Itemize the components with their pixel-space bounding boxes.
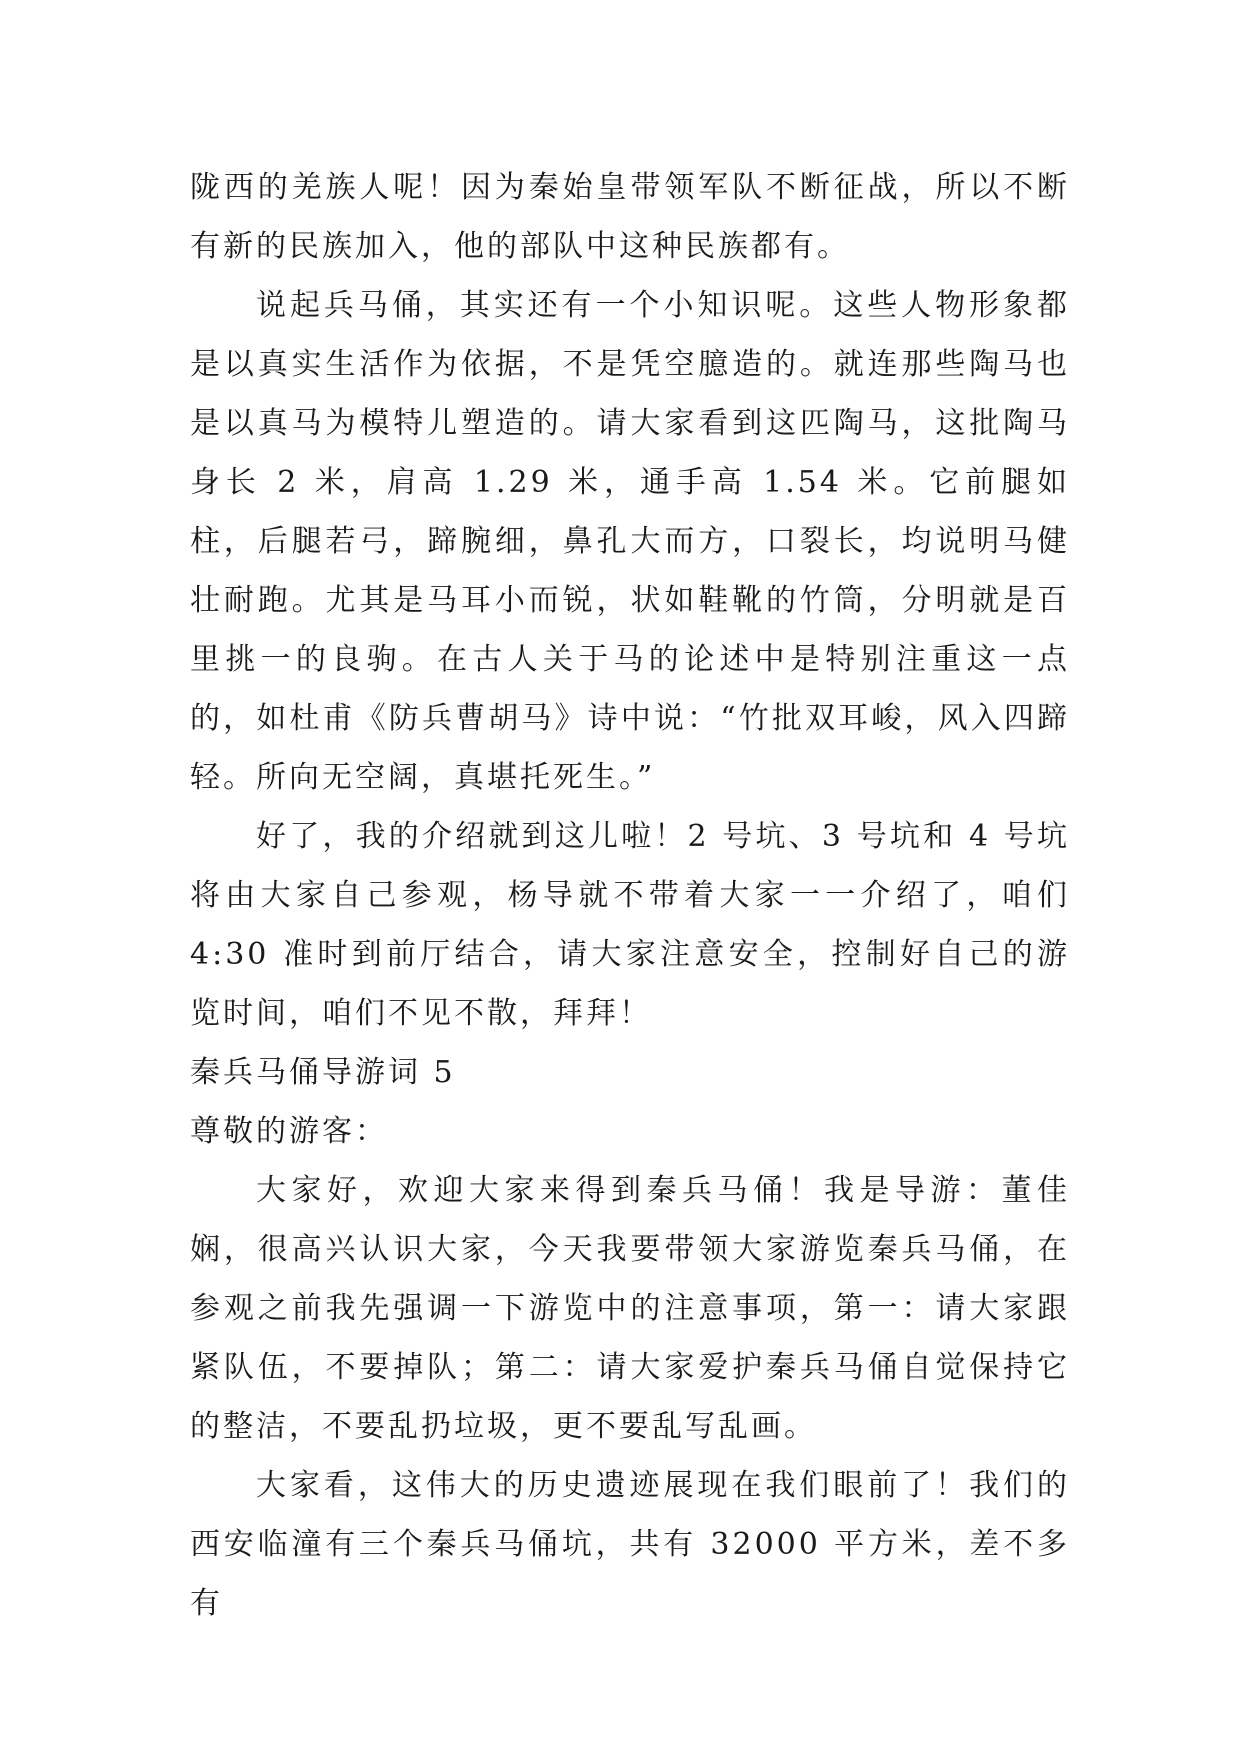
document-body xyxy=(190,158,1070,1633)
paragraph-horse-description: 说起兵马俑，其实还有一个小知识呢。这些人物形象都是以真实生活作为依据，不是凭空臆造的。就连那些陶马也是以真马为模特儿塑造的。请大家看到这匹陶马，这批陶马身长 2 米，肩高 1.29 米，通手高 1.54 米。它前腿如柱，后腿若弓，蹄腕细，鼻孔大而方，口裂长，均说明马健壮耐跑。尤其是马耳小而锐，状如鞋靴的竹筒，分明就是百里挑一的良驹。在古人关于马的论述中是特别注重这一点的，如杜甫《防兵曹胡马》诗中说：“竹批双耳峻，风入四蹄轻。所向无空阔，真堪托死生。” xyxy=(190,288,1070,795)
paragraph-site-intro: 大家看，这伟大的历史遗迹展现在我们眼前了！我们的西安临潼有三个秦兵马俑坑，共有 32000 平方米，差不多有 xyxy=(190,1468,1070,1621)
paragraph-welcome: 大家好，欢迎大家来得到秦兵马俑！我是导游：董佳娴，很高兴认识大家，今天我要带领大家游览秦兵马俑，在参观之前我先强调一下游览中的注意事项，第一：请大家跟紧队伍，不要掉队；第二：请大家爱护秦兵马俑自觉保持它的整洁，不要乱扔垃圾，更不要乱写乱画。 xyxy=(190,1173,1070,1444)
paragraph-closing-remarks: 好了，我的介绍就到这儿啦！2 号坑、3 号坑和 4 号坑将由大家自己参观，杨导就不带着大家一一介绍了，咱们 4:30 准时到前厅结合，请大家注意安全，控制好自己的游览时间，咱们不见不散，拜拜！ xyxy=(190,819,1070,1031)
paragraph-continuation: 陇西的羌族人呢！因为秦始皇带领军队不断征战，所以不断有新的民族加入，他的部队中这种民族都有。 xyxy=(190,170,1070,264)
salutation: 尊敬的游客： xyxy=(190,1114,388,1149)
section-heading: 秦兵马俑导游词 5 xyxy=(190,1055,456,1090)
